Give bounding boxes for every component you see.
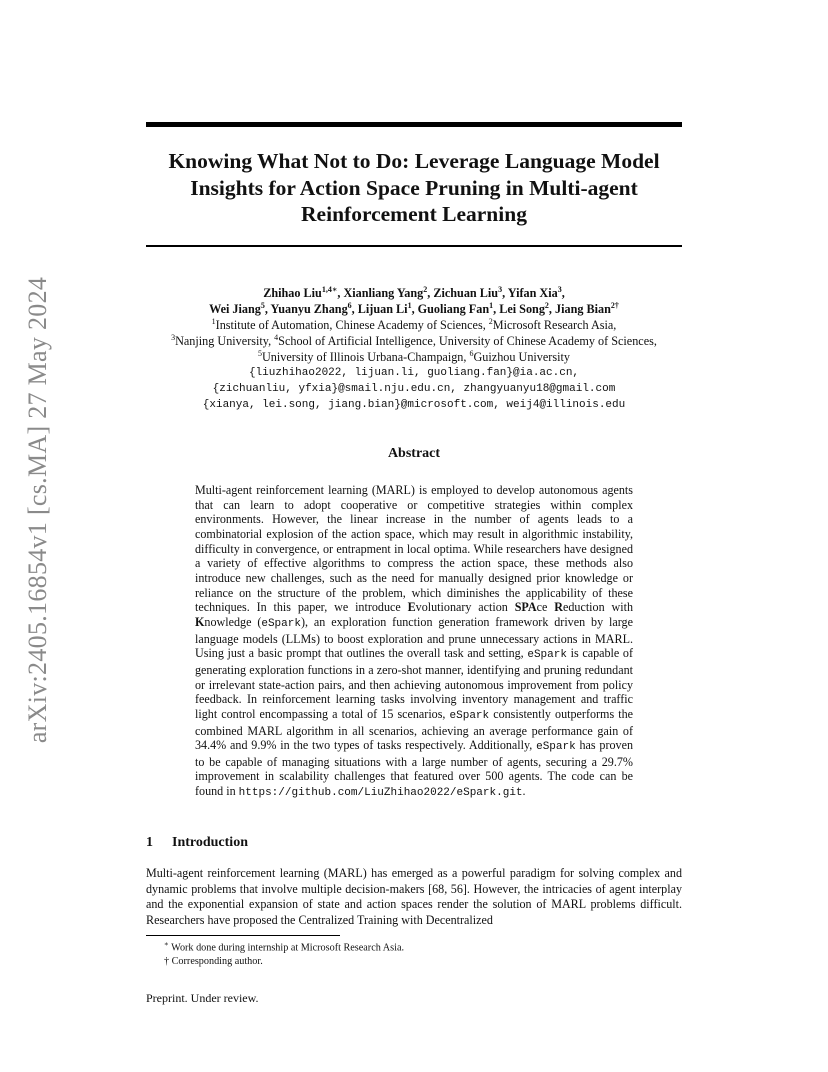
affiliation: Nanjing University, xyxy=(175,334,275,348)
method-name: eSpark xyxy=(261,617,301,630)
email-line: {liuzhihao2022, lijuan.li, guoliang.fan}@ia.ac.cn, xyxy=(248,367,580,379)
method-name: eSpark xyxy=(527,649,567,662)
affiliation: University of Illinois Urbana-Champaign, xyxy=(262,350,470,364)
abstract-body: Multi-agent reinforcement learning (MARL) is employed to develop autonomous agents that can learn to adopt cooperative or competitive strategies within complex environments. However, the linear increase in the number of agents leads to a combinatorial explosion of the action space, which may result in algorithmic instability, difficulty in convergence, or entrapment in local optima. While researchers have designed a variety of effective algorithms to compress the action space, these methods also introduce new challenges, such as the need for manually designed prior knowledge or reliance on the structure of the problem, which diminishes the applicability of these techniques. In this paper, we introduce Evolutionary action SPAce Reduction with Knowledge (eSpark), an exploration function generation framework driven by large language models (LLMs) to boost exploration and prune unnecessary actions in MARL. Using just a basic prompt that outlines the overall task and setting, eSpark is capable of generating exploration functions in a zero-shot manner, identifying and pruning redundant or irrelevant state-action pairs, and then achieving autonomous improvement from policy feedback. In reinforcement learning tasks involving inventory management and traffic light control encompassing a total of 15 scenarios, eSpark consistently outperforms the combined MARL algorithm in all scenarios, achieving an average performance gain of 34.4% and 9.9% in the two types of tasks respectively. Additionally, eSpark has proven to be capable of managing situations with a large number of agents, securing a 29.7% improvement in scalability challenges that featured over 500 agents. The code can be found in https://github.com/LiuZhihao2022/eSpark.git. xyxy=(195,483,634,800)
email-line: {zichuanliu, yfxia}@smail.nju.edu.cn, zhangyuanyu18@gmail.com xyxy=(212,383,616,395)
author-name: Xianliang Yang xyxy=(343,286,424,300)
author-name: Yuanyu Zhang xyxy=(270,302,348,316)
section-heading xyxy=(146,835,248,851)
intro-paragraph: Multi-agent reinforcement learning (MARL) has emerged as a powerful paradigm for solving complex and dynamic problems that involve multiple decision-makers [68, 56]. However, the intricacies of agent interplay and the exponential expansion of state and action spaces render the solution of MARL problems difficult. Researchers have proposed the Centralized Training with Decentralized xyxy=(146,866,682,927)
footnote: ∗ Work done during internship at Microsoft Research Asia. xyxy=(164,940,405,954)
affiliation: School of Artificial Intelligence, University of Chinese Academy of Sciences, xyxy=(278,334,657,348)
affiliation: Institute of Automation, Chinese Academy of Sciences, xyxy=(215,318,489,332)
author-name: Lei Song xyxy=(499,302,545,316)
author-name: Lijuan Li xyxy=(357,302,408,316)
author-name: Wei Jiang xyxy=(209,302,261,316)
abstract-heading: Abstract xyxy=(387,446,441,461)
paper-title: Knowing What Not to Do: Leverage Language Model Insights for Action Space Pruning in Multi-agent Reinforcement Learning xyxy=(168,149,660,226)
section-number: 1 xyxy=(146,835,153,850)
footnote-rule xyxy=(146,935,340,936)
method-name: eSpark xyxy=(449,709,490,722)
affiliation: Microsoft Research Asia, xyxy=(492,318,617,332)
arxiv-identifier: arXiv:2405.16854v1 [cs.MA] 27 May 2024 xyxy=(23,276,52,744)
title-top-rule xyxy=(146,122,682,127)
preprint-note: Preprint. Under review. xyxy=(146,991,259,1005)
footnotes xyxy=(164,938,684,968)
title-bottom-rule xyxy=(146,245,682,247)
author-name: Jiang Bian xyxy=(555,302,611,316)
code-link[interactable]: https://github.com/LiuZhihao2022/eSpark.git xyxy=(238,787,523,800)
footnote: † Corresponding author. xyxy=(164,955,263,967)
author-line-1: Zhihao Liu$^{1,4∗}$, Xianliang Yang$^2$, Zichuan Liu$^3$, Yifan Xia$^3$, xyxy=(263,284,565,300)
author-block xyxy=(100,285,728,413)
affiliation: Guizhou University xyxy=(473,350,570,364)
affiliation-line-2: $^3$Nanjing University, $^4$School of Artificial Intelligence, University of Chinese Academy of Sciences, xyxy=(171,332,657,348)
author-name: Zichuan Liu xyxy=(433,286,499,300)
author-line-2: Wei Jiang$^5$, Yuanyu Zhang$^6$, Lijuan Li$^1$, Guoliang Fan$^1$, Lei Song$^2$, Jiang Bian$^{2\dagger}$ xyxy=(209,300,619,316)
affiliation-line-1: $^1$Institute of Automation, Chinese Academy of Sciences, $^2$Microsoft Research Asia, xyxy=(211,316,617,332)
author-name: Guoliang Fan xyxy=(417,302,490,316)
author-name: Yifan Xia xyxy=(507,286,558,300)
method-name: eSpark xyxy=(536,741,576,754)
email-line: {xianya, lei.song, jiang.bian}@microsoft.com, weij4@illinois.edu xyxy=(202,399,626,411)
section-title: Introduction xyxy=(172,835,248,850)
arxiv-side-stamp xyxy=(16,260,60,760)
affiliation-line-3: $^5$University of Illinois Urbana-Champaign, $^6$Guizhou University xyxy=(258,348,570,364)
author-name: Zhihao Liu xyxy=(263,286,322,300)
